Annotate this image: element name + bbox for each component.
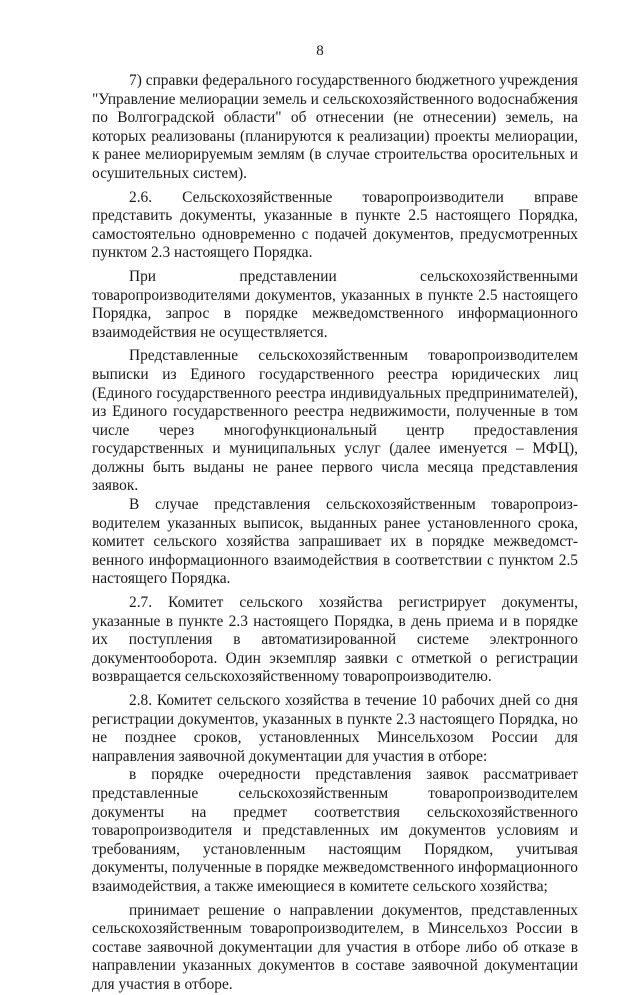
paragraph-outdated-extracts: В случае представления сельскохозяйственным товаропроиз-водителем указанных выписок, выданных ранее установленного срока, комитет сельского хозяйства запрашивает их в порядке межведомст-венного информационного взаимодействия в соответствии с пунктом 2.5 настоящего Порядка. — [92, 496, 578, 588]
document-body — [92, 72, 578, 995]
paragraph-item-7-certificate: 7) справки федерального государственного бюджетного учреждения "Управление мелиорации земель и сельскохозяйственного водоснабжения по Волгоградской области" об отнесении (не отнесении) земель, на которых реализованы (планируются к реализации) проекты мелиорации, к ранее мелиорируемым землям (в случае строительства оросительных и осушительных систем). — [92, 72, 578, 182]
paragraph-extracts-validity: Представленные сельскохозяйственным товаропроизводителем выписки из Единого государственного реестра юридических лиц (Единого государственного реестра индивидуальных предпринимателей), из Единого государственного реестра недвижимости, полученные в том числе через многофункциональный центр предоставления государственных и муниципальных услуг (далее именуется – МФЦ), должны быть выданы не ранее первого числа месяца представления заявок. — [92, 347, 578, 495]
paragraph-review-order: в порядке очередности представления заявок рассматривает представленные сельскохозяйственным товаропроизводителем документы на предмет соответствия сельскохозяйственного товаропроизводителя и представленных им документов условиям и требованиям, установленным настоящим Порядком, учитывая документы, полученные в порядке межведомственного информационного взаимодействия, а также имеющиеся в комитете сельского хозяйства; — [92, 766, 578, 895]
paragraph-2-7: 2.7. Комитет сельского хозяйства регистрирует документы, указанные в пункте 2.3 настоящего Порядка, в день приема и в порядке их поступления в автоматизированной системе электронного документооборота. Один экземпляр заявки с отметкой о регистрации возвращается сельскохозяйственному товаропроизводителю. — [92, 594, 578, 686]
paragraph-decision: принимает решение о направлении документов, представленных сельскохозяйственным товаропроизводителем, в Минсельхоз России в составе заявочной документации для участия в отборе либо об отказе в направлении указанных документов в составе заявочной документации для участия в отборе. — [92, 901, 578, 993]
paragraph-2-8: 2.8. Комитет сельского хозяйства в течение 10 рабочих дней со дня регистрации документов, указанных в пункте 2.3 настоящего Порядка, но не позднее сроков, установленных Минсельхозом России для направления заявочной документации для участия в отборе: — [92, 692, 578, 765]
page-number: 8 — [316, 43, 324, 59]
paragraph-2-6: 2.6. Сельскохозяйственные товаропроизводители вправе представить документы, указанные в пункте 2.5 настоящего Порядка, самостоятельно одновременно с подачей документов, предусмотренных пунктом 2.3 настоящего Порядка. — [92, 188, 578, 262]
paragraph-interagency-request: При представлении сельскохозяйственными товаропроизводителями документов, указанных в пункте 2.5 настоящего Порядка, запрос в порядке межведомственного информационного взаимодействия не осуществляется. — [92, 267, 578, 341]
